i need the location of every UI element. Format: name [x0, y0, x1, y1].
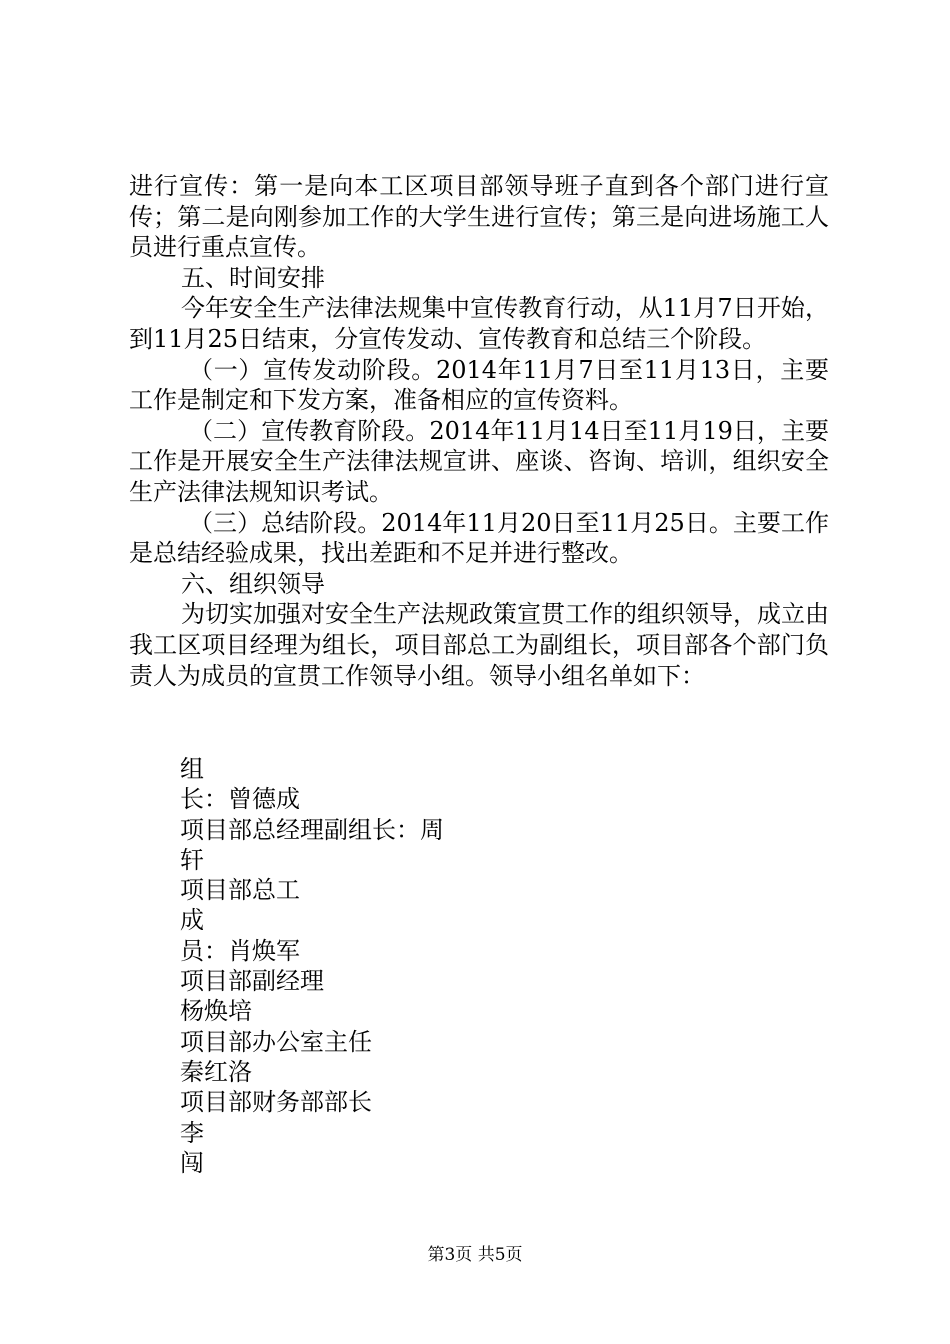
- member-list-line: 项目部总经理副组长：周: [180, 815, 444, 844]
- member-list-line: 项目部财务部部长: [180, 1088, 372, 1117]
- member-list-line: 闯: [180, 1148, 204, 1177]
- heading-organization-leadership: 六、组织领导: [181, 569, 325, 598]
- member-list-line: 秦红洛: [180, 1057, 252, 1086]
- member-list-line: 项目部总工: [180, 876, 300, 905]
- member-list-line: 杨焕培: [180, 997, 252, 1026]
- paragraph-stage-summary: （三）总结阶段。2014年11月20日至11月25日。主要工作是总结经验成果，找出差距和不足并进行整改。: [129, 508, 829, 568]
- leading-group-member-list: [180, 754, 444, 1178]
- paragraph-stage-education: （二）宣传教育阶段。2014年11月14日至11月19日，主要工作是开展安全生产法律法规宣讲、座谈、咨询、培训，组织安全生产法律法规知识考试。: [129, 416, 829, 506]
- member-list-line: 李: [180, 1118, 204, 1147]
- paragraph-publicity-targets: 进行宣传：第一是向本工区项目部领导班子直到各个部门进行宣传；第二是向刚参加工作的大学生进行宣传；第三是向进场施工人员进行重点宣传。: [129, 172, 829, 262]
- member-list-line: 员：肖焕军: [180, 936, 300, 965]
- member-list-line: 轩: [180, 845, 204, 874]
- member-list-line: 组: [180, 755, 204, 783]
- member-list-line: 成: [180, 906, 204, 935]
- paragraph-stage-mobilization: （一）宣传发动阶段。2014年11月7日至11月13日，主要工作是制定和下发方案，准备相应的宣传资料。: [129, 355, 829, 415]
- member-list-line: 长：曾德成: [180, 785, 300, 814]
- heading-time-arrangement: 五、时间安排: [181, 263, 325, 292]
- member-list-line: 项目部副经理: [180, 967, 324, 996]
- page-footer: 第3页 共5页: [427, 1245, 523, 1265]
- body-text: [129, 171, 829, 691]
- paragraph-campaign-period: 今年安全生产法律法规集中宣传教育行动，从11月7日开始，到11月25日结束，分宣传发动、宣传教育和总结三个阶段。: [129, 294, 829, 353]
- member-list-line: 项目部办公室主任: [180, 1027, 372, 1056]
- paragraph-leading-group: 为切实加强对安全生产法规政策宣贯工作的组织领导，成立由我工区项目经理为组长，项目部总工为副组长，项目部各个部门负责人为成员的宣贯工作领导小组。领导小组名单如下：: [129, 600, 829, 690]
